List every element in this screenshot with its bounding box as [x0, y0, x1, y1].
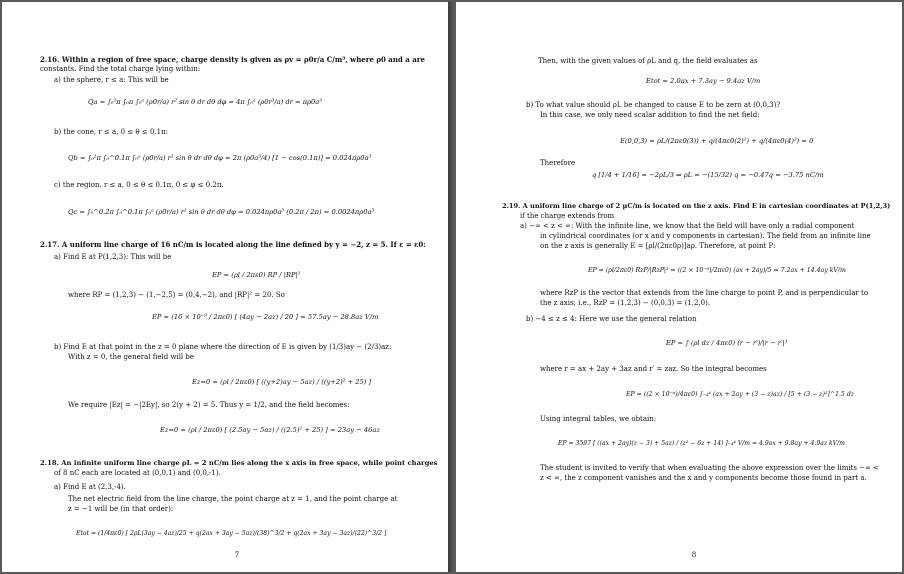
text-line: b) Find E at that point in the z = 0 plane where the direction of E is given by (1/3)ay − (2/3)az: [54, 343, 392, 351]
text-line: z < ∞, the z component vanishes and the x and y components become those found in part a. [540, 474, 867, 482]
equation-ep-result: EP = 3597 [ ((ax + 2ay)(z − 3) + 5az) / (z² − 6z + 14) ]₋₄⁴ V/m = 4.9ax + 9.8ay + 4.9az kV/m [558, 440, 845, 447]
equation-ep-integral: EP = ((2 × 10⁻⁶)/4πε0) ∫₋₄⁴ (ax + 2ay + (3 − z)az) / [5 + (3 − z)²]^1.5 dz [626, 391, 855, 398]
page-7 [2, 2, 448, 572]
text-line: where RzP is the vector that extends from the line charge to point P, and is perpendicular to [540, 289, 869, 297]
text-line: on the z axis is generally E = [ρl/(2πε0ρ)]aρ. Therefore, at point P: [540, 242, 776, 250]
equation-ez0: Ez=0 = (ρl / 2πε0) [ ((y+2)ay − 5az) / ((y+2)² + 25) ] [192, 378, 372, 386]
page-gutter [448, 2, 454, 572]
text-line: where r = ax + 2ay + 3az and r′ = zaz. So the integral becomes [540, 365, 767, 373]
page-8 [456, 2, 902, 572]
equation-rhol: q [1/4 + 1/16] = −2ρL/3 ⇒ ρL = −(15/32) q = −0.47q = −3.75 nC/m [592, 171, 824, 179]
equation-general-relation: EP = ∫ (ρl dz / 4πε0) (r − r′)/|r − r′|³ [666, 339, 788, 347]
equation-qb: Qb = ∫₀²π ∫₀^0.1π ∫₀ᵃ (ρ0r/a) r² sin θ dr dθ dφ = 2π (ρ0a³/4) [1 − cos(0.1π)] = 0.024πρ0a³ [68, 154, 372, 162]
text-line: b) the cone, r ≤ a, 0 ≤ θ ≤ 0.1π: [54, 128, 169, 136]
text-line: constants. Find the total charge lying within: [40, 65, 201, 73]
equation-e003: E(0,0,3) = ρL/(2πε0(3)) + q/(4πε0(2)²) + q/(4πε0(4)²) = 0 [620, 137, 814, 145]
problem-2-16-text: 2.16. Within a region of free space, charge density is given as ρv = ρ0r/a C/m³, where ρ0 and a are [40, 55, 425, 64]
text-line: Using integral tables, we obtain: [540, 415, 657, 423]
text-line: In this case, we only need scalar addition to find the net field: [540, 111, 760, 119]
page-number: 7 [234, 551, 240, 559]
text-line: b) −4 ≤ z ≤ 4: Here we use the general relation [526, 315, 697, 323]
equation-qc: Qc = ∫₀^0.2π ∫₀^0.1π ∫₀ᵃ (ρ0r/a) r² sin θ dr dθ dφ = 0.024πρ0a³ (0.2π / 2π) = 0.0024πρ0a³ [68, 208, 375, 216]
text-line: a) the sphere, r ≤ a: This will be [54, 76, 169, 84]
text-line: of 8 nC each are located at (0,0,1) and (0,0,-1). [54, 469, 221, 477]
problem-2-19-text: 2.19. A uniform line charge of 2 μC/m is located on the z axis. Find E in cartesian coordinates at P(1,2,3) [502, 202, 891, 210]
equation-ez0-result: Ez=0 = (ρl / 2πε0) [ (2.5ay − 5az) / ((2.5)² + 25) ] = 23ay − 46az [160, 426, 380, 434]
text-line: Then, with the given values of ρL and q, the field evaluates as [538, 57, 758, 65]
text-line: With z = 0, the general field will be [68, 353, 195, 361]
text-line: Therefore [540, 159, 576, 167]
text-line: if the charge extends from [520, 212, 615, 220]
text-line: the z axis; i.e., RzP = (1,2,3) − (0,0,3) = (1,2,0). [540, 299, 711, 307]
text-line: The student is invited to verify that when evaluating the above expression over the limits −∞ < [540, 464, 880, 472]
text-line: c) the region, r ≤ a, 0 ≤ θ ≤ 0.1π, 0 ≤ φ ≤ 0.2π. [54, 181, 224, 189]
text-line: a) −∞ < z < ∞: With the infinite line, we know that the field will have only a radial component [520, 222, 855, 230]
equation-qa: Qa = ∫₀²π ∫₀π ∫₀ᵃ (ρ0r/a) r² sin θ dr dθ dφ = 4π ∫₀ᵃ (ρ0r³/a) dr = πρ0a³ [88, 98, 322, 106]
equation-etot: Etot = (1/4πε0) [ 2ρL(3ay − 4az)/25 + q(2ax + 3ay − 5az)/(38)^3/2 + q(2ax + 3ay − 3az)/(22)^3/2 ] [76, 530, 387, 537]
text-line: z = −1 will be (in that order): [68, 505, 174, 513]
equation-ep-result: EP = (16 × 10⁻⁹ / 2πε0) [ (4ay − 2az) / 20 ] = 57.5ay − 28.8az V/m [152, 313, 379, 321]
text-line: The net electric field from the line charge, the point charge at z = 1, and the point charge at [68, 495, 398, 503]
page-number: 8 [691, 551, 697, 559]
problem-2-17-text: 2.17. A uniform line charge of 16 nC/m is located along the line defined by y = −2, z = 5. If ε = ε0: [40, 240, 426, 249]
equation-etot-value: Etot = 2.0ax + 7.3ay − 9.4az V/m [646, 77, 761, 85]
text-line: a) Find E at (2,3,-4). [54, 483, 126, 491]
text-line: where RP = (1,2,3) − (1,−2,5) = (0,4,−2), and |RP|² = 20. So [68, 291, 285, 299]
equation-ep: EP = (ρl / 2πε0) RP / |RP|² [212, 271, 301, 279]
problem-2-18-text: 2.18. An infinite uniform line charge ρL = 2 nC/m lies along the x axis in free space, while point charges [40, 459, 438, 467]
text-line: We require |Ez| = −|2Ey|, so 2(y + 2) = 5. Thus y = 1/2, and the field becomes: [68, 401, 350, 409]
equation-ep-infinite: EP = (ρl/2πε0) RzP/|RzP|² = ((2 × 10⁻⁶)/2πε0) (ax + 2ay)/5 = 7.2ax + 14.4ay kV/m [588, 267, 846, 274]
text-line: in cylindrical coordinates (or x and y components in cartesian). The field from an infinite line [540, 232, 871, 240]
text-line: a) Find E at P(1,2,3): This will be [54, 253, 172, 261]
text-line: b) To what value should ρL be changed to cause E to be zero at (0,0,3)? [526, 101, 781, 109]
